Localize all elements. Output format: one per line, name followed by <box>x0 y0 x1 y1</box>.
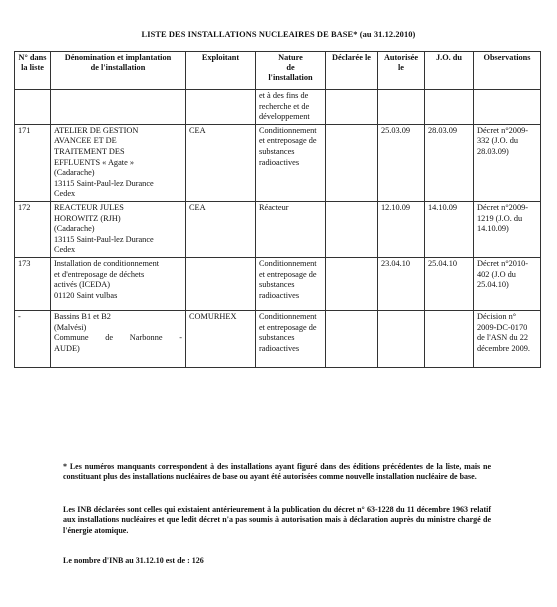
title-main: LISTE DES INSTALLATIONS NUCLEAIRES DE BASE* <box>141 30 358 39</box>
cell-line: et entreposage de <box>259 269 317 279</box>
cell-line: radioactives <box>259 157 300 167</box>
cell-value: CEA <box>189 125 206 135</box>
cell-line: 28.03.09) <box>477 146 509 156</box>
footnote-missing-numbers: * Les numéros manquants correspondent à des installations ayant figuré dans des éditions précédentes de la liste, mais ne constituant plus des installations nucléaires de base ou ayant été autorisées comme nouvelle installation nucléaire de base. <box>63 462 491 482</box>
cell-line: AVANCEE ET DE <box>54 136 117 146</box>
cell-value: - <box>18 311 21 321</box>
header-line: J.O. du <box>435 53 463 62</box>
note-inb-total: Le nombre d'INB au 31.12.10 est de : 126 <box>63 556 204 565</box>
header-line: Dénomination et implantation <box>64 53 172 62</box>
cell-value: 25.03.09 <box>381 125 411 135</box>
cell-value: 173 <box>18 258 31 268</box>
cell-value: 12.10.09 <box>381 202 411 212</box>
cell-line: substances <box>259 333 295 343</box>
cell-line: 14.10.09) <box>477 224 509 234</box>
cell-nature <box>256 310 326 367</box>
cell-value: 28.03.09 <box>428 125 458 135</box>
cell-value: 14.10.09 <box>428 202 458 212</box>
cell-declaree <box>326 201 378 257</box>
cell-line: et entreposage de <box>259 322 317 332</box>
header-denomination <box>51 52 186 90</box>
table-row <box>15 201 541 257</box>
cell-name <box>51 124 186 201</box>
cell-exploitant <box>186 257 256 310</box>
cell-num <box>15 90 51 125</box>
cell-line: radioactives <box>259 290 300 300</box>
cell-name <box>51 310 186 367</box>
table-body <box>15 90 541 368</box>
cell-line: 1219 (J.O. du <box>477 213 523 223</box>
cell-line: recherche et de <box>259 101 310 111</box>
cell-jo <box>425 257 474 310</box>
header-observations <box>474 52 541 90</box>
cell-line: Commune de Narbonne - <box>54 333 182 343</box>
header-line: Nature <box>278 53 303 62</box>
header-line: Déclarée le <box>332 53 371 62</box>
cell-line: décembre 2009. <box>477 343 530 353</box>
cell-autorisee <box>378 201 425 257</box>
header-autorisee <box>378 52 425 90</box>
cell-observations <box>474 201 541 257</box>
cell-num <box>15 201 51 257</box>
cell-line: développement <box>259 112 310 122</box>
table-row <box>15 257 541 310</box>
table-header-row <box>15 52 541 90</box>
cell-observations <box>474 124 541 201</box>
cell-line: TRAITEMENT DES <box>54 146 125 156</box>
cell-line: substances <box>259 146 295 156</box>
cell-jo <box>425 90 474 125</box>
table-row <box>15 310 541 367</box>
cell-line: 13115 Saint-Paul-lez Durance <box>54 234 154 244</box>
cell-num <box>15 124 51 201</box>
cell-line: 01120 Saint vulbas <box>54 290 118 300</box>
cell-line: substances <box>259 280 295 290</box>
cell-line: Conditionnement <box>259 311 317 321</box>
cell-line: REACTEUR JULES <box>54 202 124 212</box>
cell-autorisee <box>378 310 425 367</box>
cell-observations <box>474 310 541 367</box>
cell-line: 25.04.10) <box>477 280 509 290</box>
cell-line: activés (ICEDA) <box>54 280 110 290</box>
cell-autorisee <box>378 124 425 201</box>
cell-exploitant <box>186 124 256 201</box>
cell-line: de l'ASN du 22 <box>477 333 529 343</box>
header-line: la liste <box>21 63 44 72</box>
cell-line: Cedex <box>54 245 76 255</box>
header-num <box>15 52 51 90</box>
cell-autorisee <box>378 90 425 125</box>
cell-nature <box>256 257 326 310</box>
cell-declaree <box>326 124 378 201</box>
cell-value: 23.04.10 <box>381 258 411 268</box>
cell-jo <box>425 124 474 201</box>
cell-num <box>15 310 51 367</box>
cell-line: Conditionnement <box>259 125 317 135</box>
cell-exploitant <box>186 90 256 125</box>
cell-line: 2009-DC-0170 <box>477 322 528 332</box>
cell-observations <box>474 90 541 125</box>
cell-line: Réacteur <box>259 202 289 212</box>
cell-jo <box>425 201 474 257</box>
cell-line: 402 (J.O du <box>477 269 516 279</box>
note-inb-declarees: Les INB déclarées sont celles qui existaient antérieurement à la publication du décret n° 63-1228 du 11 décembre 1963 relatif aux installations nucléaires et que ledit décret n'a pas soumis à autorisation mais à déclaration auprès du ministre chargé de l'énergie atomique. <box>63 505 491 535</box>
header-line: le <box>398 63 404 72</box>
cell-line: Conditionnement <box>259 258 317 268</box>
cell-value: CEA <box>189 202 206 212</box>
cell-line: Décret n°2009- <box>477 125 529 135</box>
cell-nature <box>256 124 326 201</box>
header-line: l'installation <box>268 73 313 82</box>
table-row <box>15 124 541 201</box>
cell-line: radioactives <box>259 343 300 353</box>
cell-line: Décret n°2010- <box>477 258 529 268</box>
header-line: N° dans <box>18 53 47 62</box>
header-jo <box>425 52 474 90</box>
header-nature <box>256 52 326 90</box>
header-line: Observations <box>483 53 531 62</box>
cell-value: 25.04.10 <box>428 258 458 268</box>
title-date: (au 31.12.2010) <box>359 30 416 39</box>
inb-table <box>14 51 541 368</box>
cell-line: HOROWITZ (RJH) <box>54 213 121 223</box>
cell-line: 332 (J.O. du <box>477 136 519 146</box>
cell-line: Décision n° <box>477 311 517 321</box>
cell-declaree <box>326 310 378 367</box>
cell-line: Cedex <box>54 189 76 199</box>
cell-value: 171 <box>18 125 31 135</box>
cell-line: Installation de conditionnement <box>54 258 160 268</box>
cell-exploitant <box>186 201 256 257</box>
table-row <box>15 90 541 125</box>
cell-observations <box>474 257 541 310</box>
header-line: de <box>286 63 295 72</box>
page-title <box>0 30 557 39</box>
cell-jo <box>425 310 474 367</box>
cell-name <box>51 201 186 257</box>
header-line: de l'installation <box>90 63 146 72</box>
cell-declaree <box>326 90 378 125</box>
cell-line: et d'entreposage de déchets <box>54 269 145 279</box>
cell-line: Bassins B1 et B2 <box>54 311 111 321</box>
cell-value: 172 <box>18 202 31 212</box>
cell-autorisee <box>378 257 425 310</box>
cell-line: et entreposage de <box>259 136 317 146</box>
cell-line: et à des fins de <box>259 91 309 100</box>
cell-declaree <box>326 257 378 310</box>
cell-line: (Malvési) <box>54 322 87 332</box>
cell-value: COMURHEX <box>189 311 237 321</box>
cell-nature <box>256 90 326 125</box>
cell-line: Décret n°2009- <box>477 202 529 212</box>
header-exploitant <box>186 52 256 90</box>
header-line: Exploitant <box>201 53 240 62</box>
header-declaree <box>326 52 378 90</box>
cell-line: 13115 Saint-Paul-lez Durance <box>54 178 154 188</box>
cell-name <box>51 90 186 125</box>
cell-name <box>51 257 186 310</box>
cell-line: (Cadarache) <box>54 224 95 234</box>
cell-line: AUDE) <box>54 343 80 353</box>
cell-line: EFFLUENTS « Agate » <box>54 157 134 167</box>
cell-line: ATELIER DE GESTION <box>54 125 139 135</box>
header-line: Autorisée <box>383 53 419 62</box>
cell-num <box>15 257 51 310</box>
cell-exploitant <box>186 310 256 367</box>
cell-nature <box>256 201 326 257</box>
cell-line: (Cadarache) <box>54 168 95 178</box>
